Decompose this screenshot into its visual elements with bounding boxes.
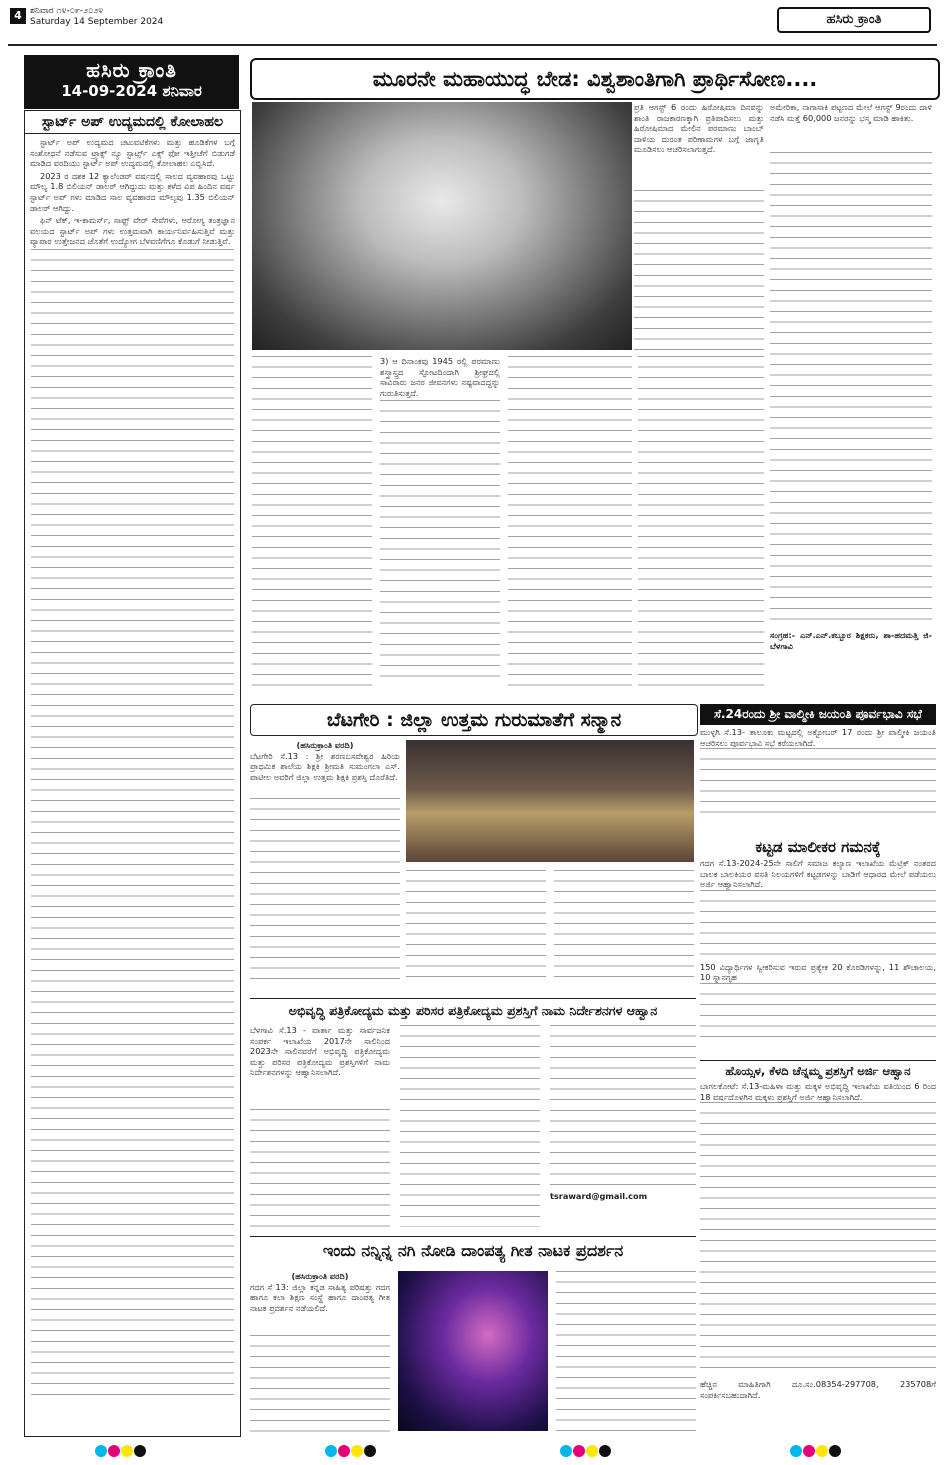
reg-mark-black-1 xyxy=(134,1445,146,1457)
chennamma-closing: ಹೆಚ್ಚಿನ ಮಾಹಿತಿಗಾಗಿ ದೂ.ಸಂ.08354-297708, 235708ಗೆ ಸಂಪರ್ಕಿಸಬಹುದಾಗಿದೆ. xyxy=(700,1379,936,1400)
reg-mark-yellow-3 xyxy=(586,1445,598,1457)
reg-mark-yellow-4 xyxy=(816,1445,828,1457)
main-story-col4-lines xyxy=(770,152,932,622)
page-date xyxy=(30,6,163,28)
drama-col3-lines xyxy=(556,1271,696,1433)
reg-mark-black-4 xyxy=(829,1445,841,1457)
betageri-story xyxy=(250,738,696,993)
reg-mark-magenta-2 xyxy=(338,1445,350,1457)
main-story-col1-lines xyxy=(634,190,764,350)
betageri-text-lines xyxy=(250,798,400,983)
betageri-text: ಬೆಟಗೇರಿ ಸೆ.13 : ಶ್ರೀ ಶರಣಬಸವೇಶ್ವರ ಹಿರಿಯ ಪ್ರಾಥಮಿಕ ಶಾಲೆಯ ಶಿಕ್ಷಕಿ ಶ್ರೀಮತಿ ಸುಮಂಗಲಾ ಎಸ್. ಪಾಟೀಲ ಅವರಿಗೆ ಜಿಲ್ಲಾ ಉತ್ತಮ ಶಿಕ್ಷಕಿ ಪ್ರಶಸ್ತಿ ದೊರೆತಿದೆ. xyxy=(250,750,400,782)
reg-mark-yellow-1 xyxy=(121,1445,133,1457)
registration-marks-mid2 xyxy=(560,1442,612,1461)
felicitation-photo xyxy=(406,740,694,862)
page-number: 4 xyxy=(10,8,26,24)
awards-text: ಬೆಳಗಾವಿ ಸೆ.13 - ವಾರ್ತಾ ಮತ್ತು ಸಾರ್ವಜನಿಕ ಸಂಪರ್ಕ ಇಲಾಖೆಯ 2017ನೇ ಸಾಲಿನಿಂದ 2023ನೇ ಸಾಲಿನವರೆಗೆ ಅಭಿವೃದ್ಧಿ ಪತ್ರಿಕೋದ್ಯಮ ಮತ್ತು ಪರಿಸರ ಪತ್ರಿಕೋದ್ಯಮ ಪ್ರಶಸ್ತಿಗಳಿಗೆ ನಾಮ ನಿರ್ದೇಶನಗಳನ್ನು ಆಹ್ವಾನಿಸಲಾಗಿದೆ. xyxy=(250,1025,390,1078)
registration-marks-right xyxy=(790,1442,842,1461)
building-owners-lines2 xyxy=(700,983,936,1041)
registration-marks-mid1 xyxy=(325,1442,377,1461)
chennamma-text: ಬಾಗಲಕೋಟೆ: ಸೆ.13-ಮಹಿಳಾ ಮತ್ತು ಮಕ್ಕಳ ಅಭಿವೃದ್ಧಿ ಇಲಾಖೆಯ ವತಿಯಿಂದ 6 ರಿಂದ 18 ವರ್ಷದೊಳಗಿನ ಮಕ್ಕಳು ಪ್ರಶಸ್ತಿಗೆ ಅರ್ಜಿ ಆಹ್ವಾನಿಸಲಾಗಿದೆ. xyxy=(700,1081,936,1102)
main-story-intro: ಪ್ರತಿ ಆಗಸ್ಟ್ 6 ರಂದು ಹಿರೋಷಿಮಾ ದಿನವನ್ನು ಶಾಂತಿ ರಾಜಕಾರಣಕ್ಕಾಗಿ ಪ್ರತಿಪಾದಿಸಲು ಮತ್ತು ಹಿರೋಷಿಮಾದ ಮೇಲಿನ ಪರಮಾಣು ಬಾಂಬ್ ದಾಳಿಯ ದುರಂತ ಪರಿಣಾಮಗಳ ಬಗ್ಗೆ ಜಾಗೃತಿ ಮೂಡಿಸಲು ಆಚರಿಸಲಾಗುತ್ತದೆ. xyxy=(634,102,764,155)
drama-stage-photo xyxy=(398,1271,548,1431)
page-date-en: Saturday 14 September 2024 xyxy=(30,17,164,27)
paper-tag: ಹಸಿರು ಕ್ರಾಂತಿ xyxy=(777,7,931,33)
awards-email: tsraward@gmail.com xyxy=(550,1191,648,1201)
drama-story xyxy=(250,1236,696,1441)
chennamma-title: ಹೊಯ್ಸಳ, ಕೆಳದಿ ಚೆನ್ನಮ್ಮ ಪ್ರಶಸ್ತಿಗೆ ಅರ್ಜಿ ಆಹ್ವಾನ xyxy=(700,1060,936,1079)
betageri-title-box xyxy=(250,704,698,736)
left-article-para2: 2023 ರ ದಶಕ 12 ಕ್ಯಾಲೆಂಡರ್ ವರ್ಷದಲ್ಲಿ ಸಾಲದ ವ್ಯವಹಾರವು ಒಟ್ಟು ಮೌಲ್ಯ 1.8 ಬಿಲಿಯನ್ ಡಾಲರ್ ಆಗಿದ್ದುದು ಮತ್ತು ಕಳೆದ ವಿಪ ಹಿಂದಿನ ವರ್ಷ ಸ್ಟಾರ್ಟ್ ಅಪ್ ಗಳು ಮಾಡಿದ ಸಾಲ ವ್ಯವಹಾರದ ಮೌಲ್ಯವು 1.35 ಬಿಲಿಯನ್ ಡಾಲರ್ ಆಗಿದ್ದು. xyxy=(30,170,235,213)
reg-mark-cyan-2 xyxy=(325,1445,337,1457)
valmiki-title: ಸೆ.24ರಂದು ಶ್ರೀ ವಾಲ್ಮೀಕಿ ಜಯಂತಿ ಪೂರ್ವಭಾವಿ ಸಭೆ xyxy=(700,704,936,725)
betageri-dateline: (ಹಸಿರುಕ್ರಾಂತಿ ವರದಿ) xyxy=(296,740,354,750)
betageri-col3-lines xyxy=(554,870,694,983)
reg-mark-magenta-3 xyxy=(573,1445,585,1457)
reg-mark-black-3 xyxy=(599,1445,611,1457)
page-date-kn: ಶನಿವಾರ ೧೪-೦೯-೨೦೨೪ xyxy=(30,6,104,16)
awards-title: ಅಭಿವೃದ್ಧಿ ಪತ್ರಿಕೋದ್ಯಮ ಮತ್ತು ಪರಿಸರ ಪತ್ರಿಕೋದ್ಯಮ ಪ್ರಶಸ್ತಿಗೆ ನಾಮ ನಿರ್ದೇಶನಗಳ ಆಹ್ವಾನ xyxy=(288,1003,658,1018)
awards-col3-lines xyxy=(550,1025,696,1185)
mushroom-cloud-photo xyxy=(252,102,632,350)
reg-mark-cyan-1 xyxy=(95,1445,107,1457)
main-story-col4: ಅಮೇರಿಕಾ, ನಾಗಾಸಾಕಿ ಪಟ್ಟಣದ ಮೇಲೆ ಆಗಸ್ಟ್ 9ರಂದು ದಾಳಿ ನಡೆಸಿ ಮತ್ತೆ 60,000 ಜನರನ್ನು ಭಸ್ಮ ಮಾಡಿ ಹಾಕಿತು. xyxy=(770,102,932,123)
main-story-byline: ಸಂಗ್ರಹ:- ಎನ್.ಎನ್.ಕಬ್ಬೂರ ಶಿಕ್ಷಕರು, ಶಾ-ಹದಮತ್ತಿ ಜಿ-ಬೆಳಗಾವಿ xyxy=(770,630,932,651)
valmiki-story xyxy=(700,704,936,834)
awards-col2-lines xyxy=(400,1025,540,1227)
left-article-body-lines xyxy=(31,249,234,1399)
left-article-para1: ಸ್ಟಾರ್ಟ್ ಅಪ್ ಉದ್ಯಮದ ಚಟುವಟಿಕೆಗಳು ಮತ್ತು ಹೂಡಿಕೆಗಳ ಬಗ್ಗೆ ಸಂಶೋಧನೆ ನಡೆಸುವ ಟ್ರ್ಯಾಕ್ಸ್ ನ್ಯೂ ಸ್ಟಾರ್ಟ್ಸ್ ಎಕ್ಸ್ ಫೋ ಇತ್ತೀಚೆಗೆ ಬಿಡುಗಡೆ ಮಾಡಿದ ವರದಿಯು ಸ್ಟಾರ್ಟ್ ಅಪ್ ಉದ್ಯಮದಲ್ಲಿ ಕೋಲಾಹಲ ಎಬ್ಬಿಸಿದೆ. xyxy=(30,137,235,169)
awards-col1-lines xyxy=(250,1109,390,1227)
reg-mark-black-2 xyxy=(364,1445,376,1457)
awards-story xyxy=(250,998,696,1233)
drama-dateline: (ಹಸಿರುಕ್ರಾಂತಿ ವರದಿ) xyxy=(291,1271,349,1281)
main-story-col2: 3) ಆ ದಿನಾಂಕವು 1945 ರಲ್ಲಿ ಪರಮಾಣು ಶಸ್ತ್ರಾಸ್ತ್ರದ ಸ್ಫೋಟದಿಂದಾಗಿ ಶ್ರೀಘ್ರದಲ್ಲಿ ಸಾವಿರಾರು ಜನರ ಜೀವನಗಳು ನಷ್ಟವಾದದ್ದನ್ನು ಗುರುತಿಸುತ್ತದೆ. xyxy=(380,356,500,398)
reg-mark-magenta-1 xyxy=(108,1445,120,1457)
page-header xyxy=(8,4,937,46)
main-story-col3b-lines xyxy=(638,356,764,686)
left-article-para3: ಫಿನ್ ಟೆಕ್, ಇ-ಕಾಮರ್ಸ್, ಸಾಫ್ಟ್ ವೇರ್ ಸೇವೆಗಳು, ಆರೋಗ್ಯ ತಂತ್ರಜ್ಞಾನ ವಲಯದ ಸ್ಟಾರ್ಟ್ ಅಪ್ ಗಳು ಉತ್ತಮವಾಗಿ ಕಾರ್ಯನಿರ್ವಹಿಸುತ್ತಿವೆ ಮತ್ತು ವ್ಯಾಪಾರ ಉತ್ತೇಜನದ ಜೊತೆಗೆ ಉದ್ಯೋಗ ಬೆಳವಣಿಗೆಗೂ ಕೊಡುಗೆ ನೀಡುತ್ತಿವೆ. xyxy=(30,215,235,247)
drama-col1-lines xyxy=(250,1335,390,1435)
left-article xyxy=(24,110,241,1437)
main-story-col2-lines xyxy=(380,400,500,686)
betageri-title: ಬೆಟಗೇರಿ : ಜಿಲ್ಲಾ ಉತ್ತಮ ಗುರುಮಾತೆಗೆ ಸನ್ಮಾನ xyxy=(326,709,622,731)
main-story-colA-lines xyxy=(252,356,372,686)
reg-mark-cyan-3 xyxy=(560,1445,572,1457)
masthead-name: ಹಸಿರು ಕ್ರಾಂತಿ xyxy=(86,58,177,82)
betageri-col2-lines xyxy=(406,870,546,983)
reg-mark-yellow-2 xyxy=(351,1445,363,1457)
reg-mark-magenta-4 xyxy=(803,1445,815,1457)
drama-text: ಗದಗ ಸೆ 13: ಜಿಲ್ಲಾ ಕನ್ನಡ ಸಾಹಿತ್ಯ ಪರಿಷತ್ತು ಗದಗ ಹಾಗೂ ಕಲಾ ಶಿಕ್ಷಣ ಸಂಸ್ಥೆ ಹಾಗೂ ದಾಂಪತ್ಯ ಗೀತ ನಾಟಕ ಪ್ರದರ್ಶನ ನಡೆಯಲಿದೆ. xyxy=(250,1281,390,1313)
valmiki-text-lines xyxy=(700,748,936,813)
building-owners-story xyxy=(700,838,936,1058)
masthead xyxy=(24,55,239,109)
registration-marks-left xyxy=(95,1442,147,1461)
building-owners-lines xyxy=(700,890,936,960)
masthead-dateline: 14-09-2024 ಶನಿವಾರ xyxy=(61,82,202,100)
main-story-col3-lines xyxy=(508,356,632,686)
reg-mark-cyan-4 xyxy=(790,1445,802,1457)
building-owners-text: ಗದಗ ಸೆ.13-2024-25ನೇ ಸಾಲಿಗೆ ಸಮಾಜ ಕಲ್ಯಾಣ ಇಲಾಖೆಯ ಮೆಟ್ರಿಕ್ ನಂತರದ ಬಾಲಕ ಬಾಲಕಿಯರ ವಸತಿ ನಿಲಯಗಳಿಗೆ ಕಟ್ಟಡಗಳನ್ನು ಬಾಡಿಗೆ ಆಧಾರದ ಮೇಲೆ ಪಡೆಯಲು ಅರ್ಜಿ ಆಹ್ವಾನಿಸಲಾಗಿದೆ. xyxy=(700,858,936,890)
left-article-title: ಸ್ಟಾರ್ಟ್ ಅಪ್ ಉದ್ಯಮದಲ್ಲಿ ಕೋಲಾಹಲ xyxy=(25,111,240,134)
building-owners-title: ಕಟ್ಟಡ ಮಾಲೀಕರ ಗಮನಕ್ಕೆ xyxy=(755,838,881,856)
chennamma-story xyxy=(700,1060,936,1440)
main-headline: ಮೂರನೇ ಮಹಾಯುದ್ಧ ಬೇಡ: ವಿಶ್ವಶಾಂತಿಗಾಗಿ ಪ್ರಾರ್ಥಿಸೋಣ.... xyxy=(250,58,940,100)
main-story xyxy=(250,100,936,700)
building-owners-phone: 150 ವಿದ್ಯಾರ್ಥಿಗಳ ಸ್ವೀಕರಿಸುವ ಇರುವ ಪ್ರತ್ಯೇಕ 20 ಕೊಠಡಿಗಳನ್ನು, 11 ಶೌಚಾಲಯ, 10 ಸ್ನಾನಗೃಹ xyxy=(700,961,936,983)
drama-title: ಇಂದು ನನ್ನಿನ್ನ ನಗಿ ನೋಡಿ ದಾಂಪತ್ಯ ಗೀತ ನಾಟಕ ಪ್ರದರ್ಶನ xyxy=(322,1241,624,1260)
chennamma-lines xyxy=(700,1102,936,1377)
valmiki-text: ಮುಳ್ಳಗಿ ಸೆ.13- ತಾಲೂಕು ಮಟ್ಟದಲ್ಲಿ ಅಕ್ಟೋಬರ್ 17 ರಂದು ಶ್ರೀ ವಾಲ್ಮೀಕಿ ಜಯಂತಿ ಆಚರಿಸಲು ಪೂರ್ವಭಾವಿ ಸಭೆ ಕರೆಯಲಾಗಿದೆ. xyxy=(700,727,936,748)
